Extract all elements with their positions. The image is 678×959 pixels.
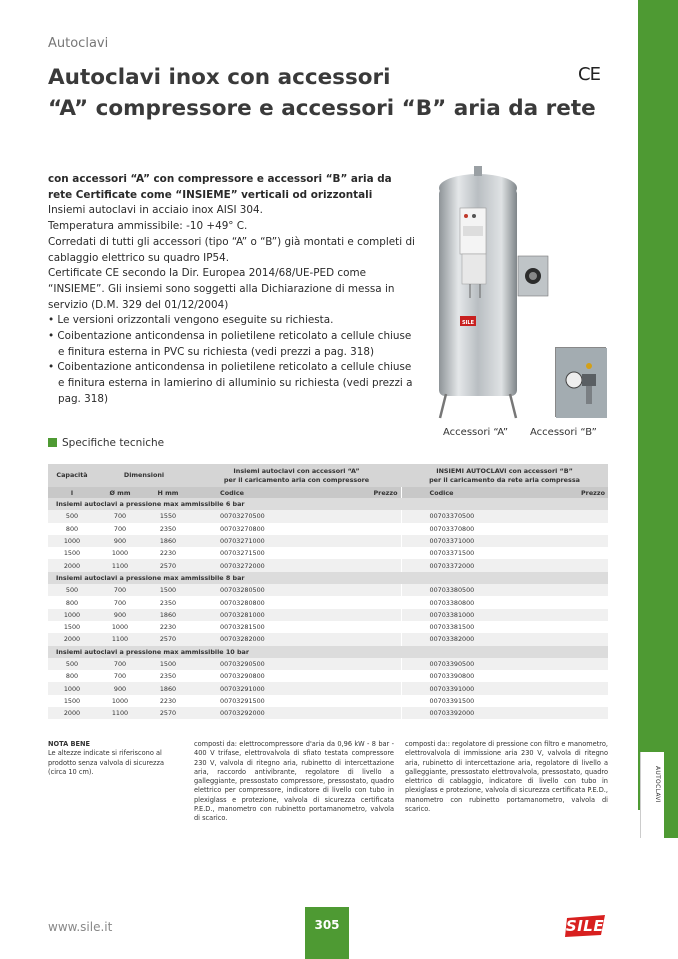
cell-h: 2570	[144, 559, 192, 571]
th-prezzo-a: Prezzo	[294, 487, 401, 498]
cell-price-b	[501, 658, 608, 670]
th-group-a-line2: per il caricamento aria con compressore	[223, 475, 370, 484]
ce-mark: CE	[578, 64, 600, 85]
cell-price-a	[294, 523, 401, 535]
cell-code-b: 00703381000	[401, 609, 501, 621]
cell-code-a: 00703270800	[192, 523, 294, 535]
cell-price-b	[501, 609, 608, 621]
cell-l: 1500	[48, 621, 96, 633]
cell-code-b: 00703380800	[401, 596, 501, 608]
cell-l: 1000	[48, 682, 96, 694]
cell-price-b	[501, 682, 608, 694]
cell-h: 1500	[144, 658, 192, 670]
table-row	[48, 547, 608, 559]
cell-price-b	[501, 584, 608, 596]
cell-price-b	[501, 596, 608, 608]
cell-h: 1860	[144, 682, 192, 694]
sile-logo-text: SILE	[565, 917, 605, 935]
group-title: Insiemi autoclavi a pressione max ammissibile 10 bar	[48, 646, 608, 658]
cell-code-b: 00703370500	[401, 510, 501, 522]
cell-l: 2000	[48, 707, 96, 719]
cell-l: 1000	[48, 535, 96, 547]
cell-price-b	[501, 670, 608, 682]
table-row	[48, 682, 608, 694]
table-row	[48, 523, 608, 535]
spec-table	[48, 464, 608, 719]
cell-price-a	[294, 658, 401, 670]
th-diam: Ø mm	[96, 487, 144, 498]
table-row	[48, 695, 608, 707]
th-codice-b: Codice	[401, 487, 501, 498]
description-bullet: • Coibentazione anticondensa in polietilene reticolato a cellule chiuse e finitura esterna in PVC su richiesta (vedi prezzi a pag. 318)	[48, 330, 412, 358]
group-title: Insiemi autoclavi a pressione max ammissibile 8 bar	[48, 572, 608, 584]
cell-code-a: 00703271000	[192, 535, 294, 547]
th-prezzo-b: Prezzo	[501, 487, 608, 498]
caption-accessori-b: Accessori “B”	[530, 427, 597, 438]
cell-code-b: 00703391000	[401, 682, 501, 694]
cell-price-a	[294, 609, 401, 621]
cell-code-b: 00703381500	[401, 621, 501, 633]
cell-l: 500	[48, 510, 96, 522]
group-title: Insiemi autoclavi a pressione max ammissibile 6 bar	[48, 498, 608, 510]
table-row	[48, 707, 608, 719]
cell-price-a	[294, 707, 401, 719]
nota-bene-text: Le altezze indicate si riferiscono al prodotto senza valvola di sicurezza (circa 10 cm).	[48, 749, 165, 776]
cell-code-b: 00703370800	[401, 523, 501, 535]
th-h: H mm	[144, 487, 192, 498]
caption-accessori-a: Accessori “A”	[443, 427, 509, 438]
nota-bene	[48, 740, 178, 777]
description-line: Temperatura ammissibile: -10 +49° C.	[48, 220, 248, 233]
cell-code-a: 00703281500	[192, 621, 294, 633]
th-group-a-line1: Insiemi autoclavi con accessori “A”	[233, 466, 360, 475]
cell-price-a	[294, 559, 401, 571]
cell-d: 900	[96, 535, 144, 547]
cell-l: 800	[48, 596, 96, 608]
cell-price-a	[294, 547, 401, 559]
cell-d: 700	[96, 584, 144, 596]
cell-d: 1100	[96, 559, 144, 571]
table-row	[48, 584, 608, 596]
cell-code-a: 00703281000	[192, 609, 294, 621]
cell-d: 1000	[96, 695, 144, 707]
cell-price-b	[501, 707, 608, 719]
cell-l: 800	[48, 523, 96, 535]
cell-l: 1000	[48, 609, 96, 621]
cell-code-a: 00703291000	[192, 682, 294, 694]
cell-price-b	[501, 547, 608, 559]
cell-d: 1000	[96, 621, 144, 633]
cell-price-b	[501, 621, 608, 633]
cell-code-b: 00703390500	[401, 658, 501, 670]
cell-code-b: 00703380500	[401, 584, 501, 596]
cell-price-b	[501, 535, 608, 547]
cell-code-a: 00703280500	[192, 584, 294, 596]
cell-code-a: 00703270500	[192, 510, 294, 522]
cell-code-b: 00703392000	[401, 707, 501, 719]
composition-accessori-b: composti da:: regolatore di pressione con filtro e manometro, elettrovalvola di immissione aria 230 V, valvola di ritegno aria, rubinetto di intercettazione aria, regolatore di livello a galleggiante, pressostato elettrovalvola, pressostato, quadro elettrico di cablaggio, indicatore di livello con tubo in plexiglass e protezione, valvola di sicurezza certificata P.E.D., manometro con rubinetto portamanometro, valvola di scarico.	[405, 740, 608, 814]
page-number: 305	[314, 918, 340, 932]
cell-price-a	[294, 633, 401, 645]
cell-d: 700	[96, 510, 144, 522]
th-group-a	[192, 464, 401, 487]
th-l: l	[48, 487, 96, 498]
cell-d: 700	[96, 596, 144, 608]
cell-d: 700	[96, 670, 144, 682]
title-line-1: Autoclavi inox con accessori	[48, 65, 391, 90]
cell-price-b	[501, 633, 608, 645]
cell-d: 900	[96, 609, 144, 621]
cell-code-a: 00703292000	[192, 707, 294, 719]
table-row	[48, 633, 608, 645]
cell-code-b: 00703382000	[401, 633, 501, 645]
page-number-box	[305, 907, 349, 959]
cell-code-a: 00703290500	[192, 658, 294, 670]
cell-h: 2570	[144, 707, 192, 719]
th-group-b	[401, 464, 608, 487]
th-codice-a: Codice	[192, 487, 294, 498]
cell-d: 1100	[96, 633, 144, 645]
table-row	[48, 559, 608, 571]
cell-l: 800	[48, 670, 96, 682]
description	[48, 172, 416, 408]
footer-url[interactable]: www.sile.it	[48, 920, 113, 934]
cell-h: 1500	[144, 584, 192, 596]
nota-bene-title: NOTA BENE	[48, 740, 91, 748]
table-row	[48, 621, 608, 633]
cell-price-b	[501, 559, 608, 571]
cell-code-b: 00703390800	[401, 670, 501, 682]
cell-h: 2350	[144, 596, 192, 608]
cell-l: 500	[48, 658, 96, 670]
th-capacita: Capacità	[48, 464, 96, 487]
cell-price-a	[294, 682, 401, 694]
cell-code-b: 00703371000	[401, 535, 501, 547]
cell-code-b: 00703372000	[401, 559, 501, 571]
cell-h: 2230	[144, 621, 192, 633]
th-group-b-line1: INSIEMI AUTOCLAVI con accessori “B”	[436, 466, 573, 475]
cell-h: 1860	[144, 535, 192, 547]
cell-d: 900	[96, 682, 144, 694]
cell-code-a: 00703272000	[192, 559, 294, 571]
cell-price-a	[294, 621, 401, 633]
cell-l: 1500	[48, 695, 96, 707]
cell-d: 700	[96, 523, 144, 535]
cell-h: 2350	[144, 523, 192, 535]
table-row	[48, 670, 608, 682]
table-row	[48, 535, 608, 547]
accessory-b-image	[555, 347, 606, 417]
cell-code-a: 00703291500	[192, 695, 294, 707]
sile-logo	[563, 914, 607, 938]
th-group-b-line2: per il caricamento da rete aria compressa	[429, 475, 580, 484]
cell-price-a	[294, 670, 401, 682]
title-line-2: “A” compressore e accessori “B” aria da rete	[48, 96, 596, 121]
description-line: Corredati di tutti gli accessori (tipo “A” o “B”) già montati e completi di cablaggio elettrico su quadro IP54.	[48, 235, 415, 264]
spec-heading-text: Specifiche tecniche	[62, 437, 165, 449]
cell-code-a: 00703282000	[192, 633, 294, 645]
table-row	[48, 609, 608, 621]
cell-h: 2350	[144, 670, 192, 682]
cell-price-a	[294, 695, 401, 707]
composition-accessori-a: composti da: elettrocompressore d'aria da 0,96 kW - 8 bar - 400 V trifase, elettrovalvola di sfiato testata compressore 230 V, valvola di ritegno aria, rubinetto di intercettazione aria, raccordo antivibrante, regolatore di livello a galleggiante, pressostato compressore, pressostato, quadro elettrico per compressore, indicatore di livello con tubo in plexiglass e protezione, valvola di sicurezza certificata P.E.D., manometro con rubinetto portamanometro, valvola di scarico.	[194, 740, 394, 823]
spec-heading-marker	[48, 438, 57, 447]
cell-l: 1500	[48, 547, 96, 559]
cell-h: 2230	[144, 547, 192, 559]
table-row	[48, 658, 608, 670]
product-label: SILE	[461, 320, 475, 326]
cell-code-b: 00703391500	[401, 695, 501, 707]
cell-d: 1100	[96, 707, 144, 719]
description-line: Certificate CE secondo la Dir. Europea 2014/68/UE-PED come “INSIEME”. Gli insiemi sono soggetti alla Dichiarazione di messa in servizio (D.M. 329 del 01/12/2004)	[48, 267, 395, 311]
cell-l: 500	[48, 584, 96, 596]
cell-code-a: 00703290800	[192, 670, 294, 682]
cell-price-b	[501, 695, 608, 707]
table-row	[48, 510, 608, 522]
description-lead: con accessori “A” con compressore e accessori “B” aria da rete Certificate come “INSIEME” verticali od orizzontali	[48, 173, 392, 201]
section-label: Autoclavi	[48, 36, 109, 51]
cell-price-b	[501, 510, 608, 522]
cell-price-a	[294, 535, 401, 547]
th-dimensioni: Dimensioni	[96, 464, 192, 487]
cell-d: 700	[96, 658, 144, 670]
cell-d: 1000	[96, 547, 144, 559]
cell-l: 2000	[48, 559, 96, 571]
cell-h: 1550	[144, 510, 192, 522]
autoclave-product-image	[430, 166, 550, 422]
cell-h: 2570	[144, 633, 192, 645]
cell-price-a	[294, 584, 401, 596]
description-bullet: • Coibentazione anticondensa in polietilene reticolato a cellule chiuse e finitura esterna in lamierino di alluminio su richiesta (vedi prezzi a pag. 318)	[48, 361, 413, 405]
cell-price-a	[294, 596, 401, 608]
cell-code-b: 00703371500	[401, 547, 501, 559]
side-label: AUTOCLAVI	[654, 766, 661, 803]
cell-h: 1860	[144, 609, 192, 621]
cell-price-a	[294, 510, 401, 522]
spec-heading	[48, 437, 164, 449]
page-title	[48, 62, 608, 124]
cell-h: 2230	[144, 695, 192, 707]
description-bullet: • Le versioni orizzontali vengono eseguite su richiesta.	[48, 314, 334, 327]
cell-price-b	[501, 523, 608, 535]
table-row	[48, 596, 608, 608]
cell-code-a: 00703271500	[192, 547, 294, 559]
description-line: Insiemi autoclavi in acciaio inox AISI 304.	[48, 204, 263, 217]
cell-code-a: 00703280800	[192, 596, 294, 608]
cell-l: 2000	[48, 633, 96, 645]
